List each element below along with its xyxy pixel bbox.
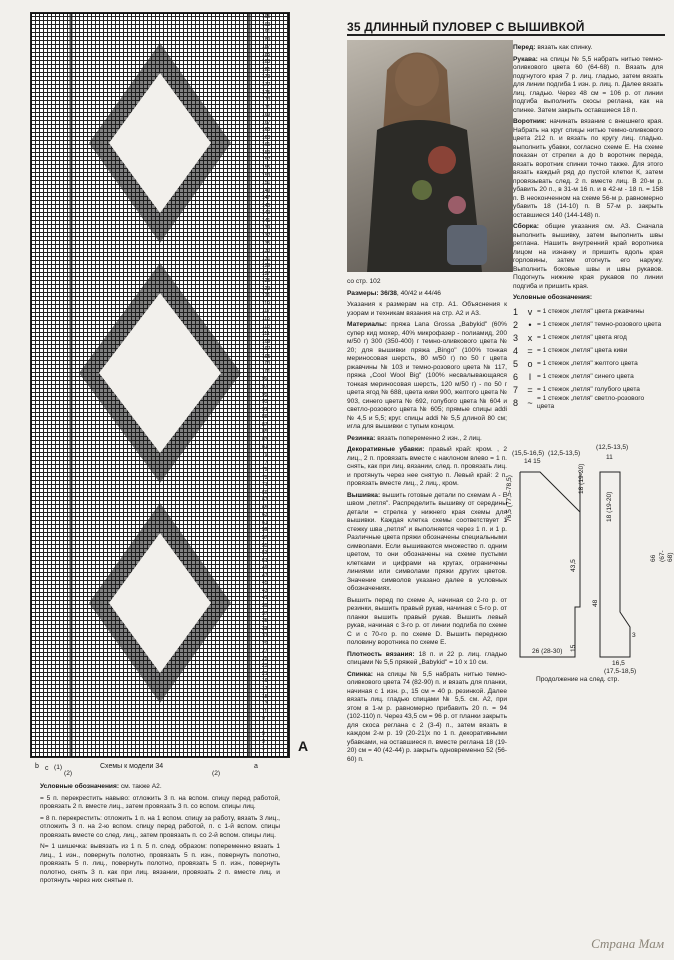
legend-item <box>513 371 663 384</box>
row-number: 137 <box>262 232 271 239</box>
row-number: 129 <box>262 263 271 270</box>
density-text: 18 п. и 22 р. лиц. гладью спицами № 5,5 пряжей „Babykid" = 10 х 10 см. <box>347 650 507 666</box>
row-number: 77 <box>262 459 268 466</box>
legend-item-text: = 1 стежок „петля" цвета киви <box>537 346 628 354</box>
back-label: Спинка: <box>347 670 373 678</box>
row-number: 95 <box>262 391 268 398</box>
model-photo-figure <box>347 40 513 272</box>
legend-item-number: 4 <box>513 345 519 356</box>
row-number: 125 <box>262 278 271 285</box>
row-number: 155 <box>262 165 271 172</box>
row-number: 175 <box>262 89 271 96</box>
dim-top-1: (15,5-16,5) <box>512 450 545 457</box>
row-number: 39 <box>262 602 268 609</box>
row-number: 193 <box>262 21 271 28</box>
legend-item-text: = 1 стежок „петля" голубого цвета <box>537 385 640 393</box>
row-number: 67 <box>262 497 268 504</box>
row-number: 159 <box>262 149 271 156</box>
front-label: Перед: <box>513 44 536 51</box>
legend-item-symbol: v <box>527 306 533 317</box>
materials-text: пряжа Lana Grossa „Babykid" (60% супер кид мохер, 40% микрофазер - полиамид, 200 м/50 г) 300 (350-400) г темно-оливкового цвета № 20; для вышивки пряжа „Bingo" (100% тонкая мериносовая шерсть, 80 м/50 г) по 50 г цвета ржавчины № 103 и темно-розового цвета № 117, пряжа „Cool Wool Big" (100% несвалывающаяся тонкая мериносовая шерсть, 120 м/50 г) - по 50 г цвета ягод № 688, цвета киви 900, желтого цвета № 903, синего цвета № 692, голубого цвета № 604 и светло-розового цвета № 605; прямые спицы addi № 4,5 и 5,5; круг. спицы addi № 5,5 длиной 80 см; игла для вышивки с тупым концом. <box>347 321 507 430</box>
row-number: 27 <box>262 648 268 655</box>
row-number: 169 <box>262 112 271 119</box>
dim-v-5: 48 <box>592 599 599 607</box>
chart-marker-a-big: A <box>298 738 309 754</box>
row-number: 33 <box>262 625 268 632</box>
row-number: 51 <box>262 557 268 564</box>
row-number: 181 <box>262 66 271 73</box>
row-number: 19 <box>262 678 268 685</box>
legend-item-symbol: = <box>527 384 533 395</box>
legend-cross-8: = 8 п. перекрестить: отложить 1 п. на 1 вспом. спицу за работу, вязать 3 лиц., отложить 3 п. на 2-ю вспом. спицу перед работой, п. с 1-й вспом. спицы провязать вместе со след. лиц., затем провязать п. со 2-й вспом. спицы лиц. <box>40 814 280 839</box>
row-number: 59 <box>262 527 268 534</box>
row-number: 81 <box>262 444 268 451</box>
row-number: 21 <box>262 670 268 677</box>
dim-v-2: 18 (19-20) <box>578 463 585 494</box>
row-number: 25 <box>262 655 268 662</box>
row-number: 183 <box>262 59 271 66</box>
row-number: 53 <box>262 550 268 557</box>
row-number: 141 <box>262 217 271 224</box>
legend-item <box>513 332 663 345</box>
legend-item-number: 5 <box>513 358 519 369</box>
row-number: 127 <box>262 270 271 277</box>
row-number: 11 <box>262 708 268 715</box>
chart-marker-1: (1) <box>54 764 63 771</box>
row-number: 115 <box>262 316 270 323</box>
legend-item <box>513 306 663 319</box>
front-text: вязать как спинку. <box>535 44 593 51</box>
row-number: 163 <box>262 134 271 141</box>
row-number: 65 <box>262 504 268 511</box>
legend-heading-rest: см. также А2. <box>119 783 162 790</box>
back-text: на спицы № 5,5 набрать нитью темно-оливкового цвета 74 (82-90) п. и вязать для планки, начиная с 1 изн. р., 15 см = 40 р. резинкой. Далее вязать лиц. гладью спицами № 5,5. см. А2, при этом в 1-м р. равномерно прибавить 20 п. = 94 (102-110) п. Через 43,5 см = 96 р. от планки закрыть для скоса реглана с 2 (3-4) п., затем вязать в каждом 2-м р. 19 (20-21)х по 1 п. декоративными убавками, на оставшиеся п. вместе реглана 18 (19-20) см = 40 (42-44) р. закрыть одновременно 52 (56-60) п. <box>347 670 507 763</box>
density-label: Плотность вязания: <box>347 650 415 658</box>
legend-item-number: 6 <box>513 371 519 382</box>
legend-item <box>513 394 663 410</box>
sizes-text: Указания к размерам на стр. А1. Объяснения к узорам и техникам вязания на стр. А2 и А3. <box>347 301 507 317</box>
embroidery-text: вышить готовые детали по схемам А - Е швом „петля". Распределить вышивку от середины детали = стрелка у нижнего края схемы для вышивки. Каждая клетка схемы соответствует 1 стежку шва „петля" и выполняется через 1 п. и 1 р. Различные цвета пряжи обозначены специальными символами. Если вышиваются множество п. одним цветом, то они обозначены на схеме пустыми клетками и цифрами на кругах, ограничены линиями или символами пряжи других цветов. Значение символов указано далее в условных обозначениях. <box>347 491 507 592</box>
row-number: 43 <box>262 587 268 594</box>
collar-text: начинать вязание с внешнего края. Набрать на круг спицы нитью темно-оливкового цвета 212 п. и вязать по кругу лиц. гладью. выполнить убавки, согласно схеме Е. На схеме показан от стрелки а до b воротник переда, вязать воротник спинки точно также. Для этого вязать каждый ряд до пустой клетки К, затем провязывать след. 2 п. вместе лиц. В 20-м р. убавить 20 п., в 31-м 16 п. и в 42-м - 18 п. = 158 п. В неоконченном на схеме 56-м р. равномерно убавить 18 (14-10) п. В 57-м р. закрыть оставшиеся 140 (144-148) п. <box>513 118 663 219</box>
row-number: 123 <box>262 285 271 292</box>
row-number: 41 <box>262 595 268 602</box>
row-number: 101 <box>262 368 271 375</box>
legend-item-number: 1 <box>513 306 519 317</box>
row-number: 45 <box>262 580 268 587</box>
assembly-label: Сборка: <box>513 223 539 230</box>
chart-marker-b: b <box>35 763 39 770</box>
row-number: 109 <box>262 338 271 345</box>
rib-text: вязать попеременно 2 изн., 2 лиц. <box>375 434 482 442</box>
decrease-label: Декоративные убавки: <box>347 446 425 453</box>
legend-item-text: = 1 стежок „петля" светло-розового цвета <box>536 394 645 410</box>
row-number: 119 <box>262 300 270 307</box>
middle-column <box>347 278 507 767</box>
continued-from: со стр. 102 <box>347 278 381 285</box>
chart-marker-a-small: a <box>254 763 258 770</box>
legend-item-text: = 1 стежок „петля" темно-розового цвета <box>537 320 662 328</box>
row-number: 157 <box>262 157 271 164</box>
row-number: 131 <box>262 255 271 262</box>
model-photo <box>347 40 513 272</box>
dim-bottom-3: (17,5-18,5) <box>604 668 637 675</box>
dim-v-1: 76,5 (77,5-78,5) <box>506 475 513 522</box>
legend-item-text: = 1 стежок „петля" желтого цвета <box>537 359 638 367</box>
row-number: 17 <box>262 686 268 693</box>
row-number: 1 <box>262 746 265 753</box>
sleeves-text: на спицы № 5,5 набрать нитью темно-оливкового цвета 60 (64-68) п. Вязать для подгнутого края 7 р. лиц. гладью, затем вязать для линии подгиба 1 изн. р. лиц. п. Далее вязать лиц. гладью. Через 48 см = 106 р. от линии подгиба выполнить скосы реглана, как на спинке. Затем закрыть оставшиеся 18 п. <box>513 55 663 114</box>
dim-v-4: 15 <box>570 644 577 652</box>
embroidery-legend <box>513 306 663 410</box>
row-number: 55 <box>262 542 268 549</box>
materials-label: Материалы: <box>347 321 387 328</box>
watermark-logo: Страна Мам <box>591 936 664 951</box>
row-number: 93 <box>262 399 268 406</box>
assembly-text: общие указания см. А3. Сначала выполнить вышивку, затем выполнить швы реглана. Нашить внутренний край воротника лицом на изнанку и пришить вдоль края горловины, затем отогнуть его наружу. Выполнить боковые швы и швы рукавов. Подогнуть нижние края рукавов по линии подгиба и пришить края. <box>513 223 663 290</box>
row-number: 167 <box>262 119 271 126</box>
row-number: 133 <box>262 248 271 255</box>
dim-v-3: 43,5 <box>570 559 577 572</box>
row-number: 57 <box>262 535 268 542</box>
legend-item <box>513 358 663 371</box>
legend-item-number: 7 <box>513 384 519 395</box>
row-number: 105 <box>262 353 271 360</box>
sizes-label: Размеры: 36/38 <box>347 289 397 297</box>
row-number: 97 <box>262 384 268 390</box>
legend-item-symbol: x <box>527 332 533 343</box>
row-number: 151 <box>262 180 271 187</box>
legend-item-number: 2 <box>513 319 519 330</box>
legend-item-text: = 1 стежок „петля" цвета ржавчины <box>537 307 645 315</box>
chart-marker-c: c <box>45 765 49 772</box>
row-number: 145 <box>262 202 271 209</box>
dim-bottom-1: 26 (28-30) <box>532 648 563 655</box>
row-number: 143 <box>262 210 271 217</box>
rib-label: Резинка: <box>347 434 376 442</box>
dim-bottom-2: 16,5 <box>612 660 625 667</box>
sizes-rest: , 40/42 и 44/46 <box>396 289 441 297</box>
row-number: 7 <box>262 723 265 730</box>
row-number: 111 <box>262 331 270 338</box>
row-number: 47 <box>262 572 268 579</box>
row-number: 161 <box>262 142 271 149</box>
dim-top-2: (12,5-13,5) <box>548 450 581 457</box>
row-number: 91 <box>262 406 268 413</box>
row-numbers <box>0 0 300 760</box>
row-number: 103 <box>262 361 271 368</box>
embroidery-label: Вышивка: <box>347 491 381 499</box>
row-number: 121 <box>262 293 271 300</box>
continues-note: Продолжение на след. стр. <box>536 676 620 683</box>
legend-cross-5: = 5 п. перекрестить навыво: отложить 3 п. на вспом. спицу перед работой, провязать 2 п. вместе лиц., затем провязать 3 п. со вспом. спицы лиц. <box>40 794 280 810</box>
row-number: 63 <box>262 512 268 519</box>
legend-item-symbol: • <box>528 319 532 330</box>
row-number: 117 <box>262 308 270 315</box>
legend-item-number: 3 <box>513 332 519 343</box>
row-number: 87 <box>262 421 268 428</box>
legend-item <box>513 319 663 332</box>
row-number: 113 <box>262 323 270 330</box>
row-number: 189 <box>262 36 271 43</box>
legend-item-text: = 1 стежок „петля" цвета ягод <box>537 333 627 341</box>
chart-caption: Схемы к модели 34 <box>100 763 164 770</box>
legend-item-symbol: ~ <box>527 397 533 408</box>
right-column <box>513 44 663 410</box>
legend-heading: Условные обозначения: <box>40 783 120 790</box>
row-number: 187 <box>262 44 271 51</box>
legend-item-symbol: o <box>527 358 533 369</box>
legend-heading-right: Условные обозначения: <box>513 294 593 301</box>
row-number: 23 <box>262 663 268 670</box>
row-number: 9 <box>262 716 265 723</box>
row-number: 135 <box>262 240 271 247</box>
legend-bobble: N= 1 шишечка: вывязать из 1 п. 5 п. след. образом: попеременно вязать 1 лиц., 1 изн., повернуть полотно, провязать 5 п. изн., повернуть полотно, провязать 5 п. лиц., повернуть полотно, провязать 5 п. изн., повернуть полотно, снять 3 п. как при лиц. вязании, провязать 2 п. вместе лиц. и протянуть через них снятые п. <box>40 843 280 884</box>
legend-item <box>513 345 663 358</box>
row-number: 139 <box>262 225 271 232</box>
legend-item-text: = 1 стежок „петля" синего цвета <box>537 372 634 380</box>
row-number: 83 <box>262 436 268 443</box>
dim-top-3: 14 15 <box>524 458 541 465</box>
dim-v-6: 66 (67-68) <box>650 550 674 562</box>
row-number: 73 <box>262 474 268 481</box>
row-number: 89 <box>262 414 268 421</box>
row-number: 177 <box>262 81 271 88</box>
row-number: 185 <box>262 51 271 58</box>
decrease-text: правый край: кром. , 2 лиц., 2 п. провязать вместе с наклоном влево = 1 п. снять, как при лиц. вязании, след. п. провязать лиц. и протянуть через нее снятую п. Левый край: 2 п. провязать вместе лиц., 2 лиц., кром. <box>347 446 508 487</box>
chart-marker-2b: (2) <box>212 770 221 777</box>
row-number: 37 <box>262 610 268 617</box>
row-number: 107 <box>262 346 271 353</box>
size-schematic <box>506 444 674 675</box>
row-number: 71 <box>262 482 268 489</box>
chart-marker-2a: (2) <box>64 770 73 777</box>
row-number: 79 <box>262 451 268 458</box>
row-number: 15 <box>262 693 268 700</box>
legend-item-symbol: = <box>527 345 533 356</box>
row-number: 31 <box>262 633 268 640</box>
row-number: 195 <box>262 14 271 20</box>
row-number: 3 <box>262 738 265 745</box>
dim-side: 3 <box>632 632 636 639</box>
row-number: 99 <box>262 376 268 383</box>
dim-v-7: 18 (19-20) <box>606 491 613 522</box>
legend-item-symbol: I <box>528 371 532 382</box>
row-number: 85 <box>262 429 268 436</box>
row-number: 61 <box>262 519 268 526</box>
row-number: 69 <box>262 489 268 496</box>
dim-top-5: 11 <box>606 454 613 461</box>
row-number: 5 <box>262 731 265 738</box>
embroidery-text-2: Вышить перед по схеме А, начиная со 2-го р. от резинки, вышить правый рукав, начиная с 5-го р. от планки вышить правый рукав. Вышить левый рукав, начиная с 3-го р. от линии подгиба по схеме С и с 70-го р. по схеме D. Вышить переднюю половину воротника по схеме Е. <box>347 596 507 646</box>
row-number: 171 <box>262 104 271 111</box>
row-number: 173 <box>262 97 271 104</box>
sleeves-label: Рукава: <box>513 55 538 63</box>
row-number: 13 <box>262 701 268 708</box>
row-number: 29 <box>262 640 268 647</box>
row-number: 149 <box>262 187 271 194</box>
legend-item-number: 8 <box>513 397 519 408</box>
chart-legend <box>40 783 280 889</box>
row-number: 153 <box>262 172 271 179</box>
row-number: 147 <box>262 195 271 202</box>
row-number: 191 <box>262 29 271 36</box>
row-number: 165 <box>262 127 271 134</box>
collar-label: Воротник: <box>513 118 547 125</box>
article-title: 35 ДЛИННЫЙ ПУЛОВЕР С ВЫШИВКОЙ <box>347 20 665 36</box>
row-number: 49 <box>262 565 268 572</box>
dim-top-4: (12,5-13,5) <box>596 444 629 451</box>
row-number: 75 <box>262 467 268 474</box>
row-number: 35 <box>262 618 268 625</box>
row-number: 179 <box>262 74 271 81</box>
